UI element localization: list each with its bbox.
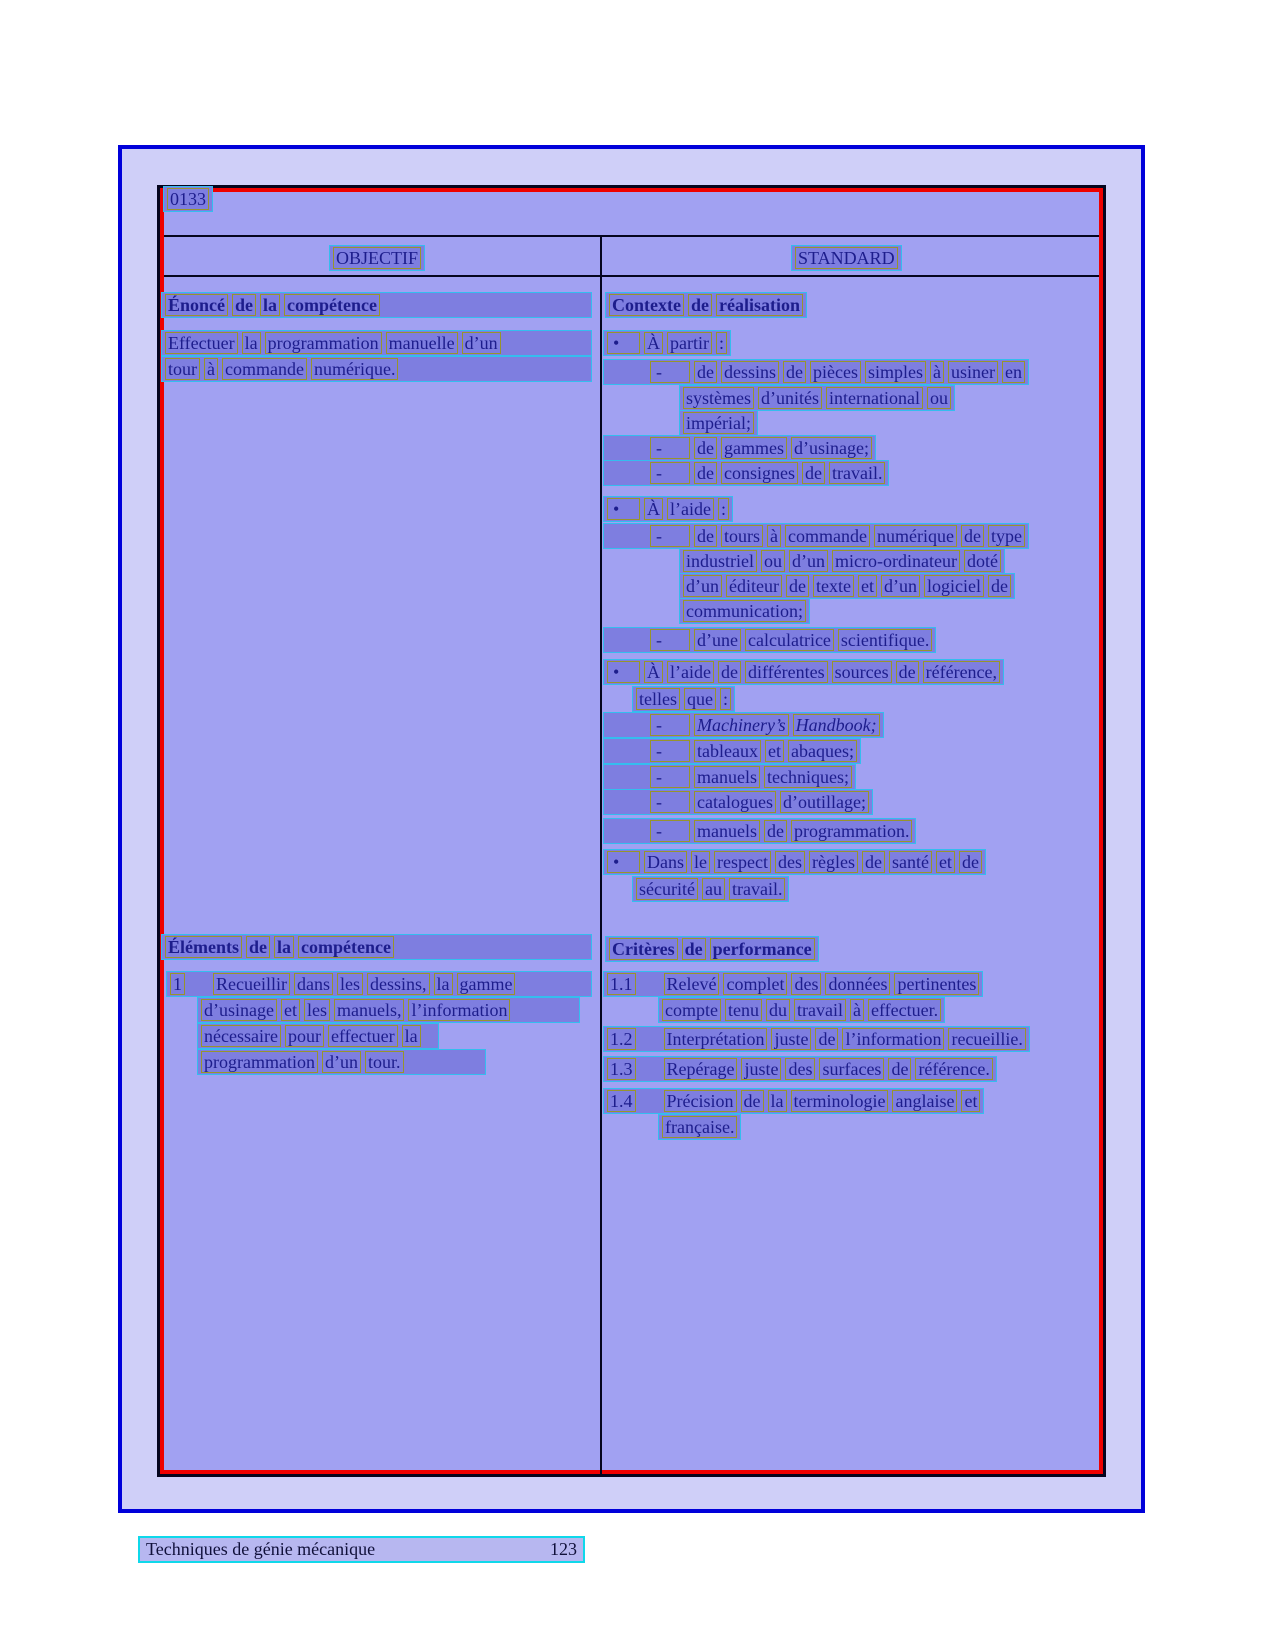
word-box: de: [815, 1028, 838, 1050]
word-box: micro-ordinateur: [832, 550, 960, 572]
word-box: recueillie.: [948, 1028, 1025, 1050]
word-box: de: [246, 936, 270, 958]
word-box: règles: [809, 851, 858, 873]
word-box: 1.4: [607, 1090, 636, 1112]
word-box: et: [281, 999, 300, 1021]
word-box: numérique: [874, 525, 957, 547]
word-box: numérique.: [311, 358, 398, 380]
word-box: :: [720, 688, 731, 710]
word-box: commande: [222, 358, 307, 380]
word-box: et: [961, 1090, 980, 1112]
word-box: pertinentes: [894, 973, 979, 995]
context-line: [603, 659, 1004, 685]
word-box: dessins: [721, 361, 779, 383]
word-box: Repérage: [664, 1058, 738, 1080]
word-box: programmation.: [791, 820, 912, 842]
word-box: 1.1: [607, 973, 636, 995]
word-box: de: [862, 851, 885, 873]
word-box: juste: [771, 1028, 811, 1050]
context-line: [603, 818, 916, 844]
word-box: programmation: [265, 332, 382, 354]
word-box: 0133: [167, 188, 209, 210]
word-box: à: [767, 525, 781, 547]
word-box: 1.3: [607, 1058, 636, 1080]
word-box: gamme: [457, 973, 516, 995]
word-box: telles: [636, 688, 680, 710]
word-box: techniques;: [764, 766, 852, 788]
word-box: impérial;: [683, 412, 754, 434]
word-box: données: [825, 973, 890, 995]
word-box: de: [764, 820, 787, 842]
context-line: [603, 789, 873, 815]
word-box: À: [644, 332, 663, 354]
elements-title: [161, 934, 592, 960]
word-box: :: [718, 498, 729, 520]
word-box: en: [1002, 361, 1025, 383]
context-line: [603, 460, 889, 486]
word-box: communication;: [683, 600, 806, 622]
word-box: compétence: [284, 294, 380, 316]
contexte-title: [605, 292, 807, 318]
word-box: -: [650, 714, 690, 736]
word-box: travail.: [729, 878, 785, 900]
context-line: [603, 764, 856, 790]
word-box: la: [274, 936, 294, 958]
word-box: que: [684, 688, 716, 710]
enonce-title: [161, 292, 592, 318]
word-box: -: [650, 437, 690, 459]
word-box: STANDARD: [795, 247, 898, 269]
context-line: [603, 849, 986, 875]
word-box: de: [232, 294, 256, 316]
footer-page-number: 123: [550, 1539, 577, 1559]
word-box: de: [802, 462, 825, 484]
word-box: pour: [285, 1025, 324, 1047]
word-box: l’information: [408, 999, 510, 1021]
word-box: référence,: [923, 661, 1000, 683]
context-line: [603, 523, 1029, 549]
word-box: de: [786, 575, 809, 597]
word-box: -: [650, 462, 690, 484]
element-line: [166, 971, 592, 997]
word-box: du: [766, 999, 790, 1021]
word-box: 1.2: [607, 1028, 636, 1050]
word-box: de: [694, 462, 717, 484]
word-box: d’un: [683, 575, 722, 597]
word-box: de: [888, 1058, 911, 1080]
word-box: nécessaire: [201, 1025, 281, 1047]
statement-line: [161, 330, 592, 356]
criterion-line: [603, 1026, 1030, 1052]
word-box: la: [242, 332, 261, 354]
word-box: la: [434, 973, 453, 995]
word-box: gammes: [721, 437, 787, 459]
word-box: calculatrice: [745, 629, 834, 651]
word-box: compétence: [298, 936, 394, 958]
word-box: Critères: [609, 938, 678, 960]
footer-bar: [138, 1536, 585, 1563]
word-box: Éléments: [165, 936, 242, 958]
footer-title: Techniques de génie mécanique: [146, 1539, 376, 1559]
statement-line: [161, 356, 592, 382]
word-box: -: [650, 766, 690, 788]
word-box: des: [775, 851, 805, 873]
word-box: l’aide: [667, 498, 714, 520]
word-box: complet: [723, 973, 787, 995]
word-box: d’un: [322, 1051, 361, 1073]
word-box: ou: [761, 550, 785, 572]
word-box: sources: [832, 661, 892, 683]
word-box: •: [607, 498, 640, 520]
context-line: [603, 738, 861, 764]
objectif-header: [329, 245, 425, 271]
word-box: tours: [721, 525, 763, 547]
context-line: [603, 435, 876, 461]
context-line: [679, 410, 758, 436]
word-box: au: [702, 878, 725, 900]
word-box: de: [961, 525, 984, 547]
word-box: de: [718, 661, 741, 683]
word-box: -: [650, 361, 690, 383]
word-box: compte: [662, 999, 721, 1021]
word-box: Énoncé: [165, 294, 228, 316]
word-box: et: [936, 851, 955, 873]
criterion-line: [658, 1114, 741, 1140]
word-box: tour: [165, 358, 200, 380]
context-line: [603, 627, 936, 653]
word-box: catalogues: [694, 791, 776, 813]
word-box: -: [650, 791, 690, 813]
word-box: la: [768, 1090, 787, 1112]
element-line: [197, 1049, 486, 1075]
word-box: scientifique.: [838, 629, 932, 651]
word-box: réalisation: [716, 294, 803, 316]
word-box: 1: [170, 973, 185, 995]
word-box: différentes: [745, 661, 828, 683]
context-line: [603, 496, 733, 522]
word-box: effectuer.: [868, 999, 941, 1021]
word-box: sécurité: [636, 878, 698, 900]
word-box: À: [644, 661, 663, 683]
word-box: manuels,: [334, 999, 405, 1021]
word-box: dessins,: [367, 973, 430, 995]
word-box: à: [930, 361, 944, 383]
row-divider-header: [164, 275, 1099, 277]
word-box: les: [304, 999, 330, 1021]
word-box: de: [896, 661, 919, 683]
word-box: la: [260, 294, 280, 316]
word-box: de: [988, 575, 1011, 597]
word-box: dans: [294, 973, 333, 995]
context-line: [679, 385, 955, 411]
word-box: et: [765, 740, 784, 762]
word-box: •: [607, 661, 640, 683]
word-box: texte: [813, 575, 854, 597]
word-box: la: [402, 1025, 421, 1047]
word-box: d’un: [462, 332, 501, 354]
word-box: à: [850, 999, 864, 1021]
column-divider: [600, 236, 602, 1474]
word-box: d’usinage;: [791, 437, 872, 459]
word-box: •: [607, 851, 640, 873]
word-box: Contexte: [609, 294, 684, 316]
word-box: ou: [927, 387, 951, 409]
row-divider-top: [164, 235, 1099, 237]
word-box: anglaise: [892, 1090, 957, 1112]
context-line: [603, 712, 884, 738]
word-box: référence.: [915, 1058, 992, 1080]
word-box: travail.: [829, 462, 885, 484]
element-line: [197, 1023, 439, 1049]
competency-code: [163, 186, 213, 212]
word-box: surfaces: [819, 1058, 884, 1080]
word-box: de: [682, 938, 706, 960]
element-line: [197, 997, 580, 1023]
context-line: [679, 548, 1005, 574]
word-box: tour.: [365, 1051, 404, 1073]
word-box: doté: [964, 550, 1001, 572]
context-line: [603, 359, 1029, 385]
word-box: éditeur: [726, 575, 782, 597]
word-box: respect: [714, 851, 771, 873]
word-box: d’un: [789, 550, 828, 572]
word-box: les: [337, 973, 363, 995]
word-box: simples: [865, 361, 926, 383]
context-line: [679, 598, 810, 624]
word-box: OBJECTIF: [333, 247, 421, 269]
word-box: d’un: [881, 575, 920, 597]
word-box: de: [694, 525, 717, 547]
word-box: type: [988, 525, 1025, 547]
standard-header: [791, 245, 902, 271]
word-box: consignes: [721, 462, 798, 484]
word-box: des: [785, 1058, 815, 1080]
word-box: l’aide: [667, 661, 714, 683]
word-box: manuelle: [386, 332, 458, 354]
criterion-line: [603, 1056, 997, 1082]
word-box: programmation: [201, 1051, 318, 1073]
word-box: effectuer: [328, 1025, 398, 1047]
criterion-line: [603, 1088, 984, 1114]
word-box: Effectuer: [165, 332, 238, 354]
criterion-line: [603, 971, 983, 997]
word-box: l’information: [842, 1028, 944, 1050]
word-box: -: [650, 740, 690, 762]
word-box: •: [607, 332, 640, 354]
word-box: de: [741, 1090, 764, 1112]
word-box: logiciel: [924, 575, 984, 597]
word-box: à: [204, 358, 218, 380]
word-box: de: [694, 437, 717, 459]
criteres-title: [605, 936, 819, 962]
word-box: international: [826, 387, 923, 409]
word-box: -: [650, 820, 690, 842]
word-box: d’outillage;: [780, 791, 869, 813]
word-box: de: [959, 851, 982, 873]
word-box: tenu: [725, 999, 762, 1021]
word-box: Précision: [664, 1090, 737, 1112]
word-box: partir: [667, 332, 712, 354]
word-box: systèmes: [683, 387, 754, 409]
word-box: :: [716, 332, 727, 354]
context-line: [632, 876, 789, 902]
word-box: de: [783, 361, 806, 383]
word-box: performance: [710, 938, 815, 960]
word-box: Recueillir: [213, 973, 290, 995]
word-box: Interprétation: [664, 1028, 768, 1050]
word-box: des: [791, 973, 821, 995]
word-box: -: [650, 525, 690, 547]
word-box: et: [858, 575, 877, 597]
word-box: d’unités: [758, 387, 822, 409]
word-box: pièces: [810, 361, 861, 383]
word-box: de: [694, 361, 717, 383]
criterion-line: [658, 997, 945, 1023]
word-box: Handbook;: [793, 714, 880, 736]
word-box: Machinery’s: [694, 714, 789, 736]
word-box: tableaux: [694, 740, 761, 762]
word-box: juste: [741, 1058, 781, 1080]
word-box: d’une: [694, 629, 741, 651]
context-line: [632, 686, 735, 712]
word-box: Relevé: [664, 973, 720, 995]
word-box: À: [644, 498, 663, 520]
word-box: Dans: [644, 851, 687, 873]
word-box: terminologie: [791, 1090, 889, 1112]
word-box: abaques;: [788, 740, 857, 762]
word-box: française.: [662, 1116, 737, 1138]
word-box: de: [688, 294, 712, 316]
word-box: manuels: [694, 820, 760, 842]
word-box: -: [650, 629, 690, 651]
word-box: industriel: [683, 550, 757, 572]
context-line: [603, 330, 731, 356]
word-box: commande: [785, 525, 870, 547]
context-line: [679, 573, 1015, 599]
word-box: santé: [889, 851, 932, 873]
word-box: d’usinage: [201, 999, 277, 1021]
word-box: travail: [794, 999, 846, 1021]
word-box: usiner: [948, 361, 998, 383]
word-box: manuels: [694, 766, 760, 788]
word-box: le: [691, 851, 710, 873]
